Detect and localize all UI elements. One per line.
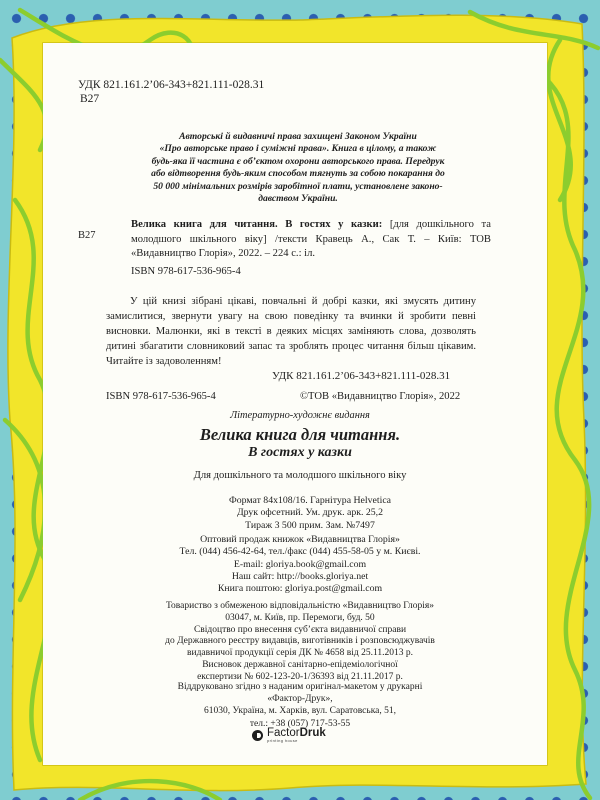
sales-line: Тел. (044) 456-42-64, тел./факс (044) 455-58-05 у м. Києві. <box>179 546 421 558</box>
publisher-info <box>120 601 480 684</box>
isbn-line: ISBN 978-617-536-965-4 <box>106 391 216 402</box>
udk-bottom: УДК 821.161.2’06-343+821.111-028.31 <box>272 370 451 382</box>
book-subtitle: В гостях у казки <box>248 445 352 460</box>
publisher-line: до Державного реєстру видавців, виготівників і розповсюджувачів <box>165 636 435 647</box>
biblio-isbn: ISBN 978-617-536-965-4 <box>131 266 241 277</box>
printing-info <box>120 681 480 730</box>
biblio-title: Велика книга для читання. В гостях у казки: <box>131 219 383 230</box>
annotation: У цій книзі зібрані цікаві, повчальні й добрі казки, які змусять дитину замислитися, звернути увагу на свою поведінку та вчинки й зробити певні висновки. Малюнки, які в тексті в деяких місцях заміняють слова, дозволять дитині збагатити словниковий запас та зроблять процес читання більш цікавим. Читайте із задоволенням! <box>106 296 476 367</box>
bibliographic-description <box>131 218 491 262</box>
udk-code: УДК 821.161.2’06-343+821.111-028.31 <box>78 79 265 91</box>
printing-line: 61030, Україна, м. Харків, вул. Саратовська, 51, <box>203 706 397 717</box>
notice-line: або відтворення будь-яким способом тягнуть за собою покарання до <box>151 168 445 180</box>
factor-druk-logo <box>252 727 326 743</box>
sales-contacts <box>120 534 480 595</box>
sales-line: Оптовий продаж книжок «Видавництва Глорія» <box>200 534 400 545</box>
factor-druk-logo-icon <box>252 730 263 741</box>
udk-header <box>78 78 264 106</box>
printing-line: «Фактор-Друк», <box>267 694 333 705</box>
email-line: E-mail: gloriya.book@gmail.com <box>233 558 367 570</box>
publisher-line: Свідоцтво про внесення суб’єкта видавничої справи <box>193 624 407 635</box>
spec-line: Формат 84х108/16. Гарнітура Helvetica <box>228 495 392 506</box>
notice-line: будь-яка її частина є об’єктом охорони авторського права. Передрук <box>151 155 445 167</box>
bbk-code: В27 <box>80 93 100 105</box>
website-line: Наш сайт: http://books.gloriya.net <box>231 570 369 582</box>
publisher-line: Товариство з обмеженою відповідальністю «Видавництво Глорія» <box>165 601 435 611</box>
publisher-line: експертизи № 602-123-20-1/36393 від 21.11.2017 р. <box>197 671 403 682</box>
biblio-code: В27 <box>78 230 96 241</box>
spec-line: Тираж 3 500 прим. Зам. №7497 <box>245 519 375 531</box>
print-specs <box>200 495 420 532</box>
notice-line: Авторські й видавничі права захищені Законом України <box>179 131 417 142</box>
genre: Літературно-художнє видання <box>230 410 370 421</box>
notice-line: давством України. <box>258 193 338 205</box>
audience: Для дошкільного та молодшого шкільного віку <box>193 470 407 481</box>
mail-order-line: Книга поштою: gloriya.post@gmail.com <box>217 583 383 595</box>
notice-line: «Про авторське право і суміжні права». Книга в цілому, а також <box>159 143 437 155</box>
copyright-notice <box>118 131 478 205</box>
logo-tagline: printing house <box>267 738 298 743</box>
notice-line: 50 000 мінімальних розмірів заробітної плати, установлене законо- <box>153 180 443 192</box>
logo-name-bold: Druk <box>299 727 326 739</box>
publisher-line: 03047, м. Київ, пр. Перемоги, буд. 50 <box>225 612 375 623</box>
logo-name-light: Factor <box>267 727 300 739</box>
book-title: Велика книга для читання. <box>199 425 401 444</box>
printing-line: тел.: +38 (057) 717-53-55 <box>249 718 351 729</box>
spec-line: Друк офсетний. Ум. друк. арк. 25,2 <box>236 507 384 519</box>
printing-line: Віддруковано згідно з наданим оригінал-макетом у друкарні <box>177 682 423 692</box>
publisher-line: Висновок державної санітарно-епідеміологічної <box>202 659 398 670</box>
biblio-details: [для дошкільного та молодшого шкільного віку] /тексти Кравець А., Сак Т. – Київ: ТОВ «Видавництво Глорія», 2022. – 224 с.: іл. <box>131 219 491 259</box>
copyright-line: ©ТОВ «Видавництво Глорія», 2022 <box>300 391 461 402</box>
publisher-line: видавничої продукції серія ДК № 4658 від 25.11.2013 р. <box>187 648 413 659</box>
logo-text <box>267 727 326 743</box>
